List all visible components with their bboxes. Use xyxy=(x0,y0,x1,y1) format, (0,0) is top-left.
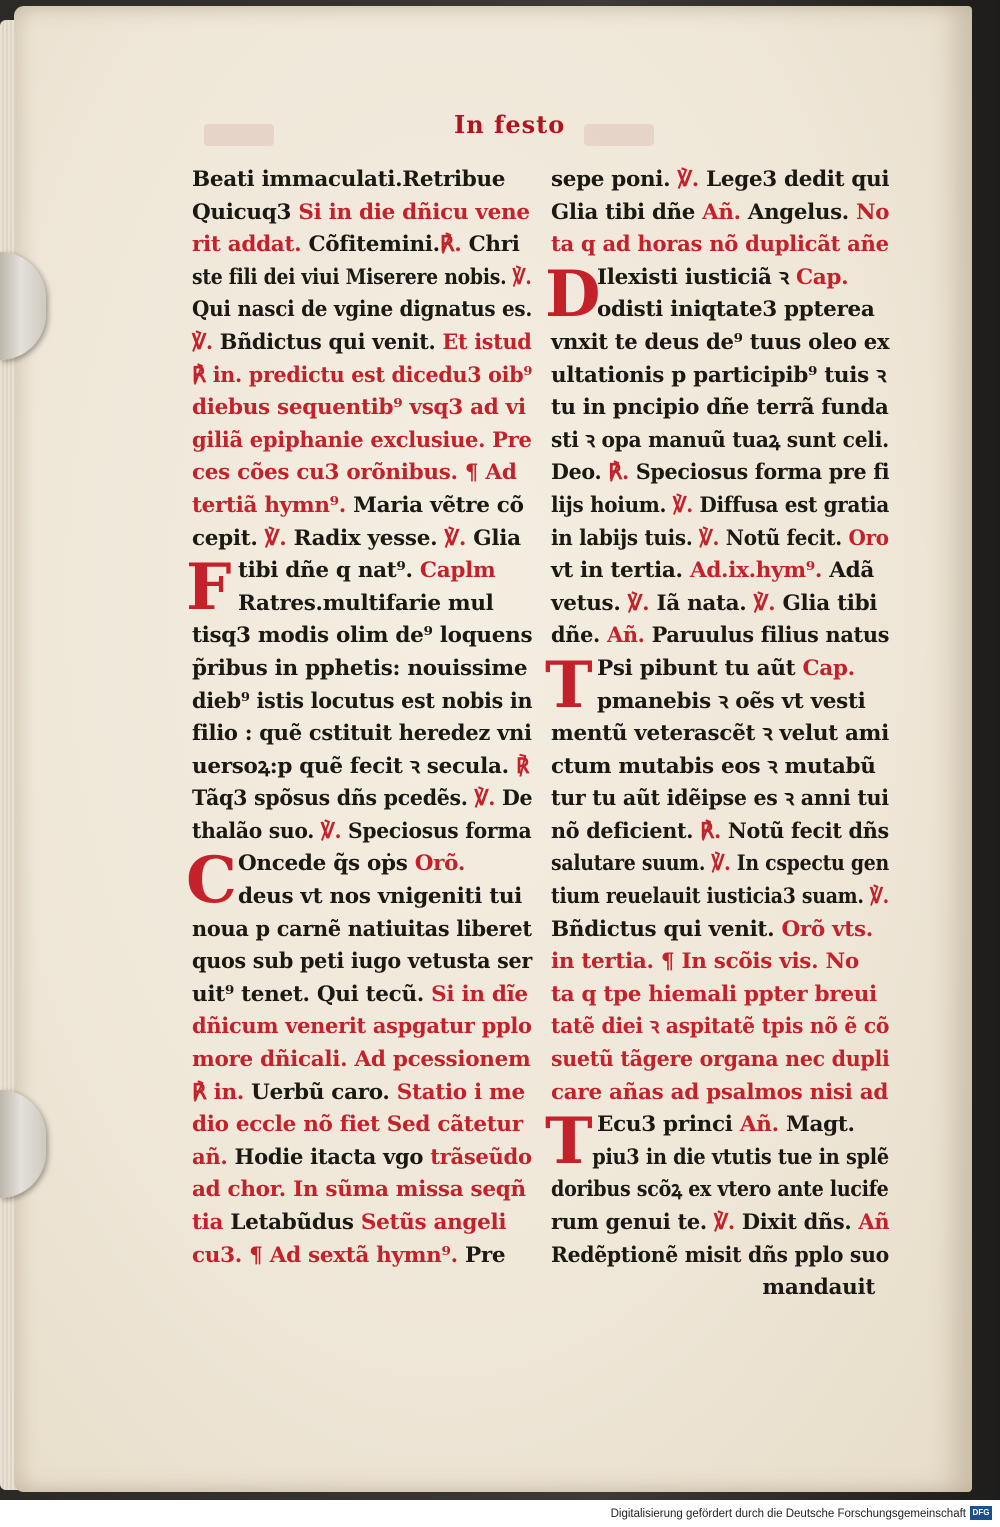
body-text: Glia tibi xyxy=(782,590,878,616)
body-text: Adã xyxy=(829,558,875,584)
body-text: rum genui te. xyxy=(551,1210,714,1235)
body-text: Ratres.multifarie mul xyxy=(238,590,494,616)
rubric-text: ℣. xyxy=(320,818,349,844)
rubric-text: Orõ. xyxy=(414,851,466,877)
body-text: Hodie itacta vgo xyxy=(234,1144,431,1170)
text-line xyxy=(551,979,889,1012)
rubric-text: ℣. xyxy=(192,329,220,355)
rubric-text: rit addat. xyxy=(192,232,309,258)
running-title: In festo xyxy=(454,110,566,139)
rubric-text: diebus sequentib⁹ vsq3 ad vi xyxy=(192,395,526,421)
body-text: doribus scõꝝ ex vtero ante lucife xyxy=(551,1177,889,1203)
text-line xyxy=(551,718,889,751)
body-text: vnxit te deus de⁹ tuus oleo ex xyxy=(551,329,890,355)
text-line xyxy=(551,392,889,425)
text-line xyxy=(192,425,532,458)
body-text: Glia xyxy=(473,525,521,551)
rubric-text: tatẽ diei ꝛ aspitatẽ tpis nõ ẽ cõ xyxy=(551,1014,890,1040)
rubric-text: Añ xyxy=(858,1210,890,1235)
body-text: dñe. xyxy=(551,623,607,649)
text-line xyxy=(192,1011,532,1044)
rubric-text: ℣. xyxy=(711,851,737,877)
body-text: tibi dñe q nat⁹. xyxy=(238,558,420,584)
body-text: Redẽptionẽ misit dñs pplo suo xyxy=(551,1242,889,1268)
text-line xyxy=(192,718,532,751)
rubric-text: Cap. xyxy=(802,655,855,681)
text-line xyxy=(551,457,890,490)
body-text: Bñdictus qui venit. xyxy=(551,916,782,942)
text-line xyxy=(192,327,532,360)
rubric-text: ℟. xyxy=(608,460,636,486)
body-text: lijs hoium. xyxy=(551,492,673,518)
body-text: tu in pncipio dñe terrã funda xyxy=(551,395,889,421)
rubric-text: ℣. xyxy=(699,525,726,551)
body-text: noua p carnẽ natiuitas liberet xyxy=(192,916,532,942)
rubric-text: dñicum venerit aspgatur pplo xyxy=(192,1014,532,1040)
rubric-text: ta q ad horas nõ duplicãt añe xyxy=(551,232,889,258)
rubric-text: ℟ in. xyxy=(192,1079,252,1105)
rubric-text: Si in die dñicu vene xyxy=(298,199,530,225)
body-text: sepe poni. xyxy=(551,167,678,192)
body-text: Dixit dñs. xyxy=(741,1210,859,1235)
body-text: mentũ veterascẽt ꝛ velut ami xyxy=(551,721,889,747)
body-text: Notũ fecit dñs xyxy=(727,818,889,844)
text-line xyxy=(192,294,533,327)
rubric-text: ℟. xyxy=(439,232,469,258)
text-line xyxy=(551,490,889,523)
text-line xyxy=(551,620,890,653)
body-text: sti ꝛ opa manuũ tuaꝝ sunt celi. xyxy=(551,427,889,453)
decorated-initial: T xyxy=(545,647,593,723)
text-line xyxy=(551,1077,889,1110)
text-line xyxy=(551,848,889,881)
rubric-text: Oro xyxy=(848,525,889,551)
rubric-text: Caplm xyxy=(419,558,496,584)
body-text: in labijs tuis. xyxy=(551,525,700,551)
rubric-text: ℣. xyxy=(627,590,657,616)
rubric-text: No xyxy=(856,199,890,225)
rubric-text: giliã epiphanie exclusiue. Pre xyxy=(192,427,532,453)
text-line xyxy=(192,1077,532,1110)
body-text: odisti iniqtate3 ppterea xyxy=(597,297,875,323)
text-line xyxy=(551,1207,890,1240)
text-line xyxy=(551,360,889,393)
rubric-text: ℣. xyxy=(677,167,707,192)
dfg-logo-icon: DFG xyxy=(970,1506,992,1520)
text-line xyxy=(551,197,890,230)
body-text: In cspectu gen xyxy=(736,851,889,877)
bleed-through-mark xyxy=(584,124,654,146)
body-text: uit⁹ tenet. Qui tecũ. xyxy=(192,981,432,1007)
body-text: Glia tibi dñe xyxy=(551,199,703,225)
text-line xyxy=(192,392,532,425)
body-text: Radix yesse. xyxy=(293,525,445,551)
body-text: p̃ribus in pphetis: nouissime xyxy=(192,655,528,681)
body-text: Notũ fecit. xyxy=(725,525,849,551)
body-text: tisq3 modis olim de⁹ loquens xyxy=(192,623,533,649)
book-page xyxy=(14,6,972,1492)
body-text: nõ deficient. xyxy=(551,818,701,844)
text-line xyxy=(551,229,889,262)
text-line xyxy=(551,1044,890,1077)
rubric-text: ℣. xyxy=(753,590,783,616)
text-line xyxy=(551,914,889,947)
body-text: Bñdictus qui venit. xyxy=(219,329,443,355)
rubric-text: Et istud xyxy=(442,329,532,355)
body-text: Pre xyxy=(464,1242,506,1268)
body-text: dieb⁹ istis locutus est nobis in xyxy=(192,688,533,714)
rubric-text: trãseũdo xyxy=(430,1144,532,1170)
body-text: Quicuq3 xyxy=(192,199,299,225)
text-line xyxy=(192,881,532,914)
body-text: Uerbũ caro. xyxy=(251,1079,397,1105)
text-line xyxy=(551,751,889,784)
rubric-text: cu3. ¶ Ad sextã hymn⁹. xyxy=(192,1242,465,1268)
text-line xyxy=(551,588,889,621)
body-text: ste fili dei viui Miserere nobis. xyxy=(192,264,513,290)
text-line xyxy=(551,555,889,588)
body-text: Lege3 dedit qui xyxy=(706,167,890,192)
text-line xyxy=(551,1240,889,1273)
body-text: filio : quẽ cstituit heredez vni xyxy=(192,721,532,747)
body-text: Ilexisti iusticiã ꝛ xyxy=(597,264,796,290)
body-text: Paruulus filius natus xyxy=(651,623,890,649)
text-line xyxy=(192,783,533,816)
rubric-text: dio eccle nõ fiet xyxy=(192,1112,387,1138)
body-text: vt in tertia. xyxy=(551,558,690,584)
body-text: quos sub peti iugo vetusta ser xyxy=(192,949,533,975)
body-text: uersoꝝ:p quẽ fecit ꝛ secula. xyxy=(192,753,516,779)
text-line xyxy=(551,1011,890,1044)
text-line xyxy=(192,490,532,523)
body-text: Diffusa est gratia xyxy=(699,492,889,518)
text-line xyxy=(551,294,889,327)
catchword: mandauit xyxy=(762,1275,875,1301)
body-text: tur tu aũt idẽipse es ꝛ anni tui xyxy=(551,786,889,812)
body-text: Maria vẽtre cõ xyxy=(353,492,524,518)
rubric-text: ℣. xyxy=(444,525,474,551)
body-text: vetus. xyxy=(551,590,628,616)
rubric-text: Ad.ix.hym⁹. xyxy=(689,558,830,584)
text-line xyxy=(192,686,533,719)
text-line xyxy=(551,164,888,197)
rubric-text: Orõ vts. xyxy=(781,916,873,942)
rubric-text: Si in dĩe xyxy=(431,981,528,1007)
rubric-text: care añas ad psalmos nisi ad xyxy=(551,1079,889,1105)
rubric-text: suetũ tãgere organa nec dupli xyxy=(551,1047,890,1073)
text-line xyxy=(192,914,532,947)
rubric-text: Statio i me xyxy=(396,1079,525,1105)
right-text-column xyxy=(545,164,890,1305)
text-line xyxy=(192,1142,532,1175)
rubric-text: Setũs angeli xyxy=(360,1210,507,1235)
body-text: thalão suo. xyxy=(192,818,321,844)
text-line xyxy=(192,1044,532,1077)
text-line xyxy=(551,783,889,816)
rubric-text: ad chor. In sũma missa seqñ xyxy=(192,1177,526,1203)
decorated-initial: D xyxy=(545,256,601,332)
rubric-text: ℣. xyxy=(713,1210,742,1235)
rubric-text: añ. xyxy=(192,1144,235,1170)
text-line xyxy=(192,620,532,653)
body-text: Tãq3 spõsus dñs pcedẽs. xyxy=(192,786,475,812)
body-text: Speciosus forma xyxy=(348,818,532,844)
body-text: De xyxy=(502,786,533,812)
body-text: Beati immaculati.Retribue xyxy=(192,167,506,192)
body-text: Ecu3 princi xyxy=(597,1112,740,1138)
text-line xyxy=(192,360,533,393)
body-text: Qui nasci de vgine dignatus es. xyxy=(192,297,533,323)
body-text: piu3 in die vtutis tue in splẽ xyxy=(592,1144,889,1170)
rubric-text: Añ. xyxy=(739,1112,786,1138)
text-line xyxy=(192,1240,532,1273)
text-line xyxy=(192,751,532,784)
text-line xyxy=(551,523,889,556)
rubric-text: ℟. xyxy=(700,818,728,844)
text-line xyxy=(192,653,532,686)
text-line xyxy=(551,1174,889,1207)
body-text: Oncede q̃s oṗs xyxy=(238,851,415,877)
rubric-text: ℣. xyxy=(512,264,532,290)
text-line xyxy=(192,523,532,556)
decorated-initial: C xyxy=(186,843,237,919)
decorated-initial: F xyxy=(186,550,232,626)
rubric-text: ℣. xyxy=(264,525,294,551)
text-line xyxy=(192,588,532,621)
body-text: ultationis p participib⁹ tuis ꝛ xyxy=(551,362,887,388)
decorated-initial: T xyxy=(545,1104,593,1180)
body-text: salutare suum. xyxy=(551,851,712,877)
rubric-text: Añ. xyxy=(606,623,652,649)
text-line xyxy=(551,881,889,914)
body-text: cepit. xyxy=(192,525,265,551)
body-text: Speciosus forma pre fi xyxy=(635,460,890,486)
text-line xyxy=(192,1207,532,1240)
text-line xyxy=(551,686,889,719)
text-line xyxy=(192,262,532,295)
body-text: pmanebis ꝛ oẽs vt vesti xyxy=(597,688,866,714)
rubric-text: ℣. xyxy=(672,492,700,518)
footer-credit: Digitalisierung gefördert durch die Deutsche Forschungsgemeinschaft xyxy=(610,1508,966,1520)
text-line xyxy=(192,164,532,197)
text-line xyxy=(551,1142,889,1175)
body-text: Angelus. xyxy=(747,199,857,225)
text-line xyxy=(192,946,533,979)
bleed-through-mark xyxy=(204,124,274,146)
text-line xyxy=(192,816,532,849)
text-line xyxy=(551,327,890,360)
text-line xyxy=(192,1109,532,1142)
text-line xyxy=(551,946,889,979)
rubric-text: more dñicali. Ad pcessionem xyxy=(192,1047,531,1073)
body-text: Magt. xyxy=(785,1112,855,1138)
text-line xyxy=(192,229,532,262)
rubric-text: tia xyxy=(192,1210,231,1235)
text-line xyxy=(192,197,532,230)
rubric-text: tertiã hymn⁹. xyxy=(192,492,354,518)
rubric-text: ℣. xyxy=(474,786,503,812)
rubric-text: Cap. xyxy=(795,264,849,290)
body-text: Deo. xyxy=(551,460,609,486)
text-line xyxy=(192,457,532,490)
body-text: ctum mutabis eos ꝛ mutabũ xyxy=(551,753,876,779)
body-text: tium reuelauit iusticia3 suam. xyxy=(551,884,871,910)
rubric-text: Añ. xyxy=(702,199,748,225)
rubric-text: ta q tpe hiemali ppter breui xyxy=(551,981,877,1007)
body-text: Iã nata. xyxy=(656,590,754,616)
rubric-text: ℟ xyxy=(515,753,529,779)
text-line xyxy=(192,1174,532,1207)
rubric-text: ces cões cu3 orõnibus. ¶ Ad xyxy=(192,460,517,486)
text-line xyxy=(551,816,889,849)
text-line xyxy=(192,979,532,1012)
rubric-text: ℣. xyxy=(870,884,889,910)
body-text: Cõfitemini. xyxy=(308,232,440,258)
rubric-text: in tertia. ¶ In scõis vis. No xyxy=(551,949,859,975)
left-text-column xyxy=(186,164,533,1272)
body-text: Chri xyxy=(468,232,520,258)
body-text: Letabũdus xyxy=(230,1210,361,1235)
rubric-text: ℟ in. predictu est dicedu3 oib⁹ xyxy=(192,362,533,388)
rubric-text: Sed cãtetur xyxy=(386,1112,523,1138)
body-text: deus vt nos vnigeniti tui xyxy=(238,884,523,910)
body-text: Psi pibunt tu aũt xyxy=(597,655,803,681)
text-line xyxy=(551,425,889,458)
